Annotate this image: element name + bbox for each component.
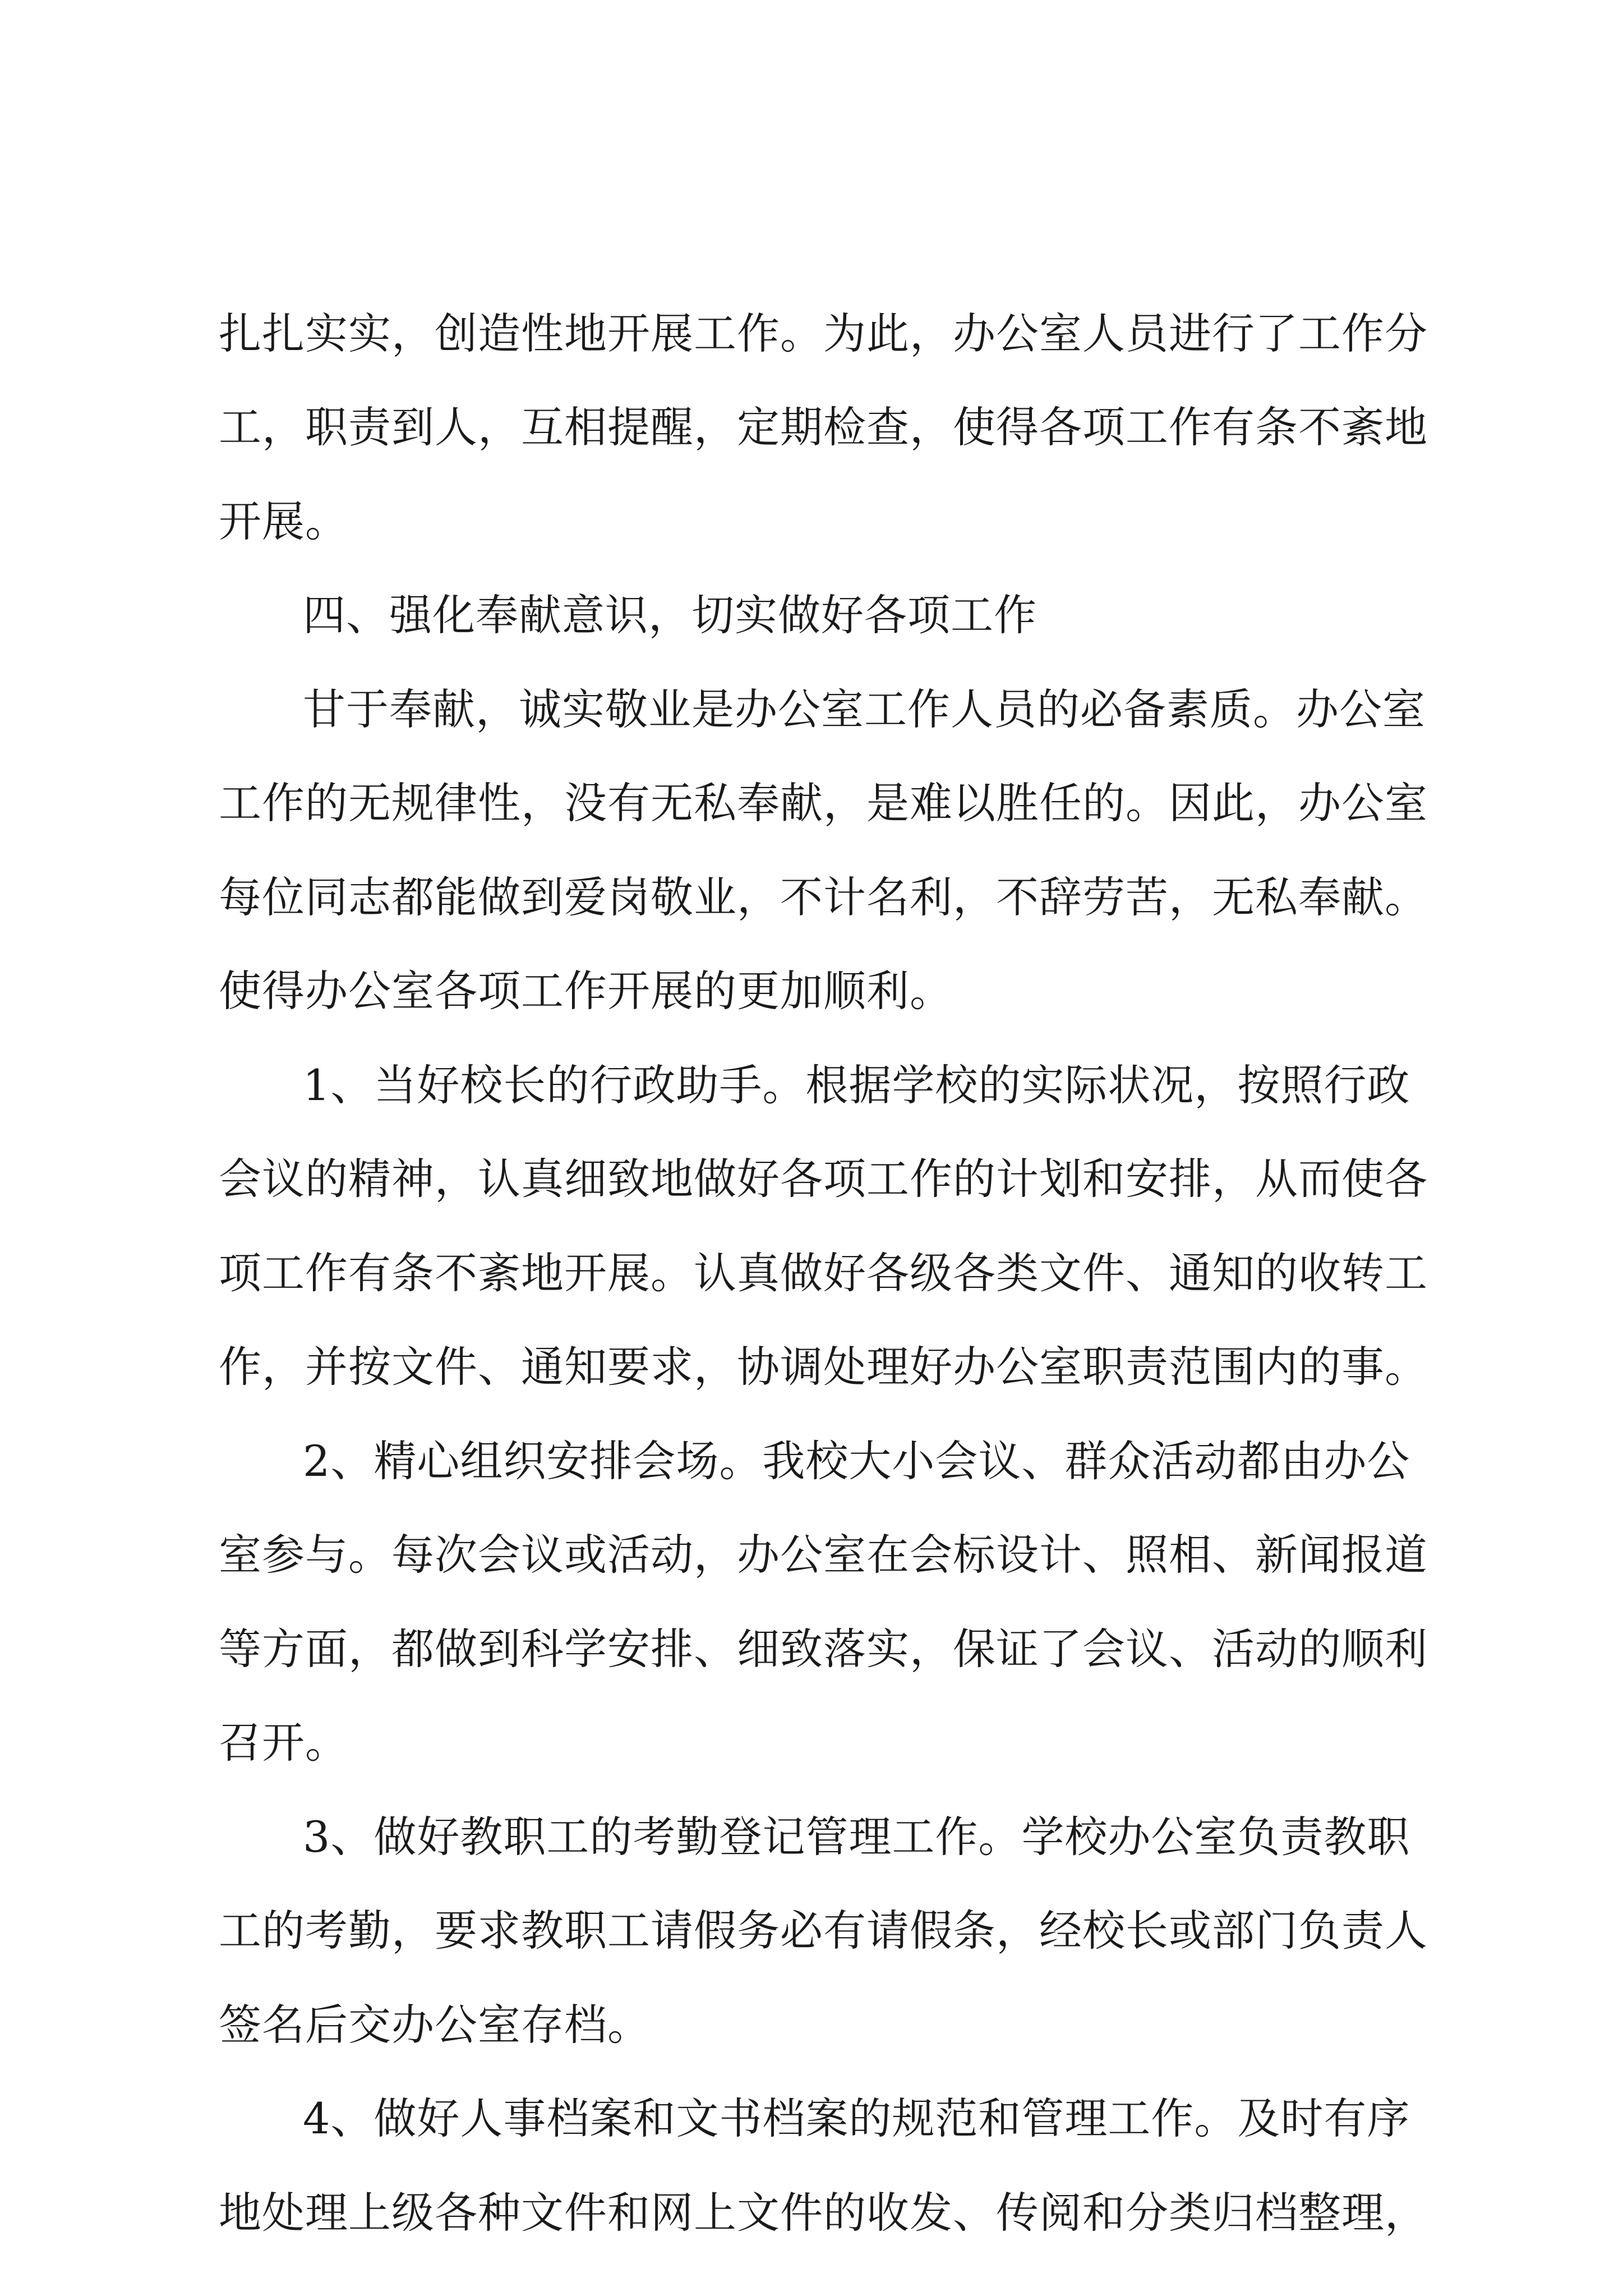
paragraph-line: 项工作有条不紊地开展。认真做好各级各类文件、通知的收转工 [219, 1248, 1428, 1298]
paragraph-line: 2、精心组织安排会场。我校大小会议、群众活动都由办公 [303, 1436, 1410, 1486]
paragraph-line: 每位同志都能做到爱岗敬业，不计名利，不辞劳苦，无私奉献。 [219, 872, 1428, 922]
paragraph-line: 工的考勤，要求教职工请假务必有请假条，经校长或部门负责人 [219, 1906, 1428, 1955]
paragraph-line: 签名后交办公室存档。 [219, 2000, 651, 2050]
paragraph-line: 工作的无规律性，没有无私奉献，是难以胜任的。因此，办公室 [219, 778, 1428, 828]
paragraph-line: 3、做好教职工的考勤登记管理工作。学校办公室负责教职 [303, 1812, 1410, 1862]
paragraph-line: 作，并按文件、通知要求，协调处理好办公室职责范围内的事。 [219, 1342, 1428, 1392]
paragraph-line: 地处理上级各种文件和网上文件的收发、传阅和分类归档整理， [219, 2188, 1428, 2238]
paragraph-line: 扎扎实实，创造性地开展工作。为此，办公室人员进行了工作分 [219, 309, 1428, 358]
paragraph-line: 室参与。每次会议或活动，办公室在会标设计、照相、新闻报道 [219, 1530, 1428, 1580]
paragraph-line: 召开。 [219, 1718, 348, 1768]
paragraph-line: 1、当好校长的行政助手。根据学校的实际状况，按照行政 [303, 1060, 1410, 1110]
paragraph-line: 等方面，都做到科学安排、细致落实，保证了会议、活动的顺利 [219, 1624, 1428, 1674]
paragraph-line: 甘于奉献，诚实敬业是办公室工作人员的必备素质。办公室 [303, 684, 1426, 734]
section-heading: 四、强化奉献意识，切实做好各项工作 [303, 590, 1037, 640]
paragraph-line: 开展。 [219, 496, 348, 546]
paragraph-line: 会议的精神，认真细致地做好各项工作的计划和安排，从而使各 [219, 1154, 1428, 1204]
paragraph-line: 使得办公室各项工作开展的更加顺利。 [219, 966, 953, 1016]
paragraph-line: 4、做好人事档案和文书档案的规范和管理工作。及时有序 [303, 2093, 1410, 2143]
paragraph-line: 工，职责到人，互相提醒，定期检查，使得各项工作有条不紊地 [219, 402, 1428, 452]
